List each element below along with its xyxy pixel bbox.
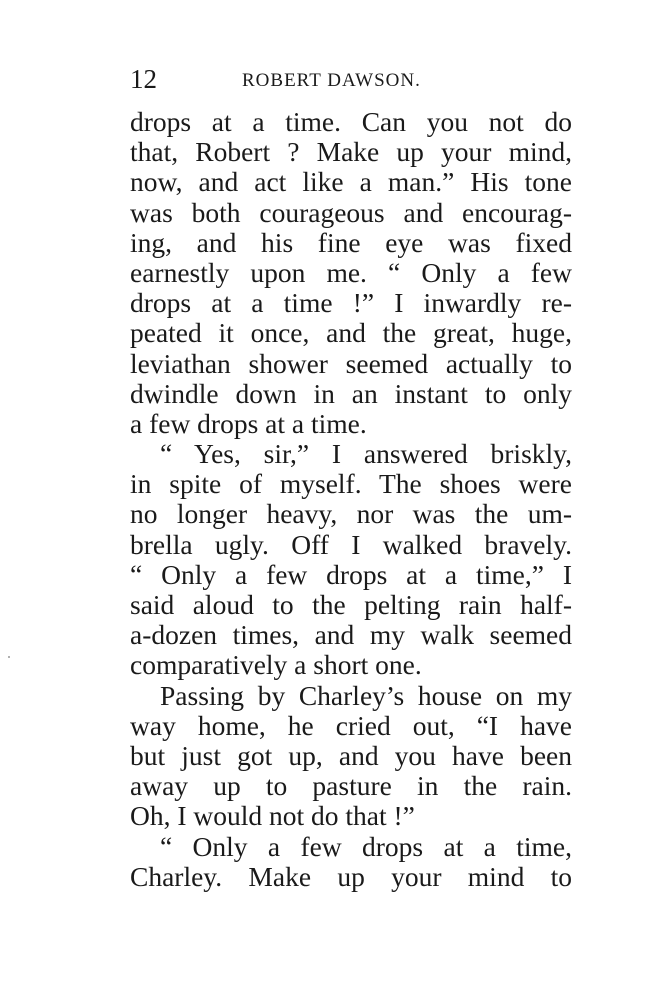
text-line: in spite of myself. The shoes were <box>130 468 572 500</box>
text-line: Charley. Make up your mind to <box>130 860 572 892</box>
text-line: “ Only a few drops at a time, <box>160 830 572 862</box>
text-line: but just got up, and you have been <box>130 739 572 771</box>
paper-speck <box>8 656 10 658</box>
text-line: now, and act like a man.” His tone <box>130 166 572 198</box>
text-line: a-dozen times, and my walk seemed <box>130 619 572 651</box>
text-line: dwindle down in an instant to only <box>130 377 572 409</box>
page-header <box>130 62 572 96</box>
text-line: that, Robert ? Make up your mind, <box>130 136 572 168</box>
text-line: peated it once, and the great, huge, <box>130 317 572 349</box>
text-line: comparatively a short one. <box>130 649 422 681</box>
body-text <box>130 107 572 892</box>
text-line: said aloud to the pelting rain half- <box>130 589 572 620</box>
text-line: leviathan shower seemed actually to <box>130 347 572 379</box>
text-line: drops at a time !” I inwardly re- <box>130 287 572 319</box>
running-head: ROBERT DAWSON. <box>242 70 421 91</box>
text-line: no longer heavy, nor was the um- <box>130 498 572 530</box>
text-line: Passing by Charley’s house on my <box>160 679 572 711</box>
text-line: way home, he cried out, “I have <box>130 709 572 741</box>
text-line: Oh, I would not do that !” <box>130 800 415 832</box>
text-line: away up to pasture in the rain. <box>130 770 572 802</box>
text-line: earnestly upon me. “ Only a few <box>130 256 572 288</box>
text-line: was both courageous and encourag- <box>130 196 572 228</box>
text-line: drops at a time. Can you not do <box>130 106 572 137</box>
text-line: “ Yes, sir,” I answered briskly, <box>160 438 572 470</box>
page-number: 12 <box>130 64 157 94</box>
text-line: ing, and his fine eye was fixed <box>130 226 572 258</box>
text-line: a few drops at a time. <box>130 407 367 439</box>
text-line: “ Only a few drops at a time,” I <box>130 558 572 590</box>
text-line: brella ugly. Off I walked bravely. <box>130 528 572 560</box>
